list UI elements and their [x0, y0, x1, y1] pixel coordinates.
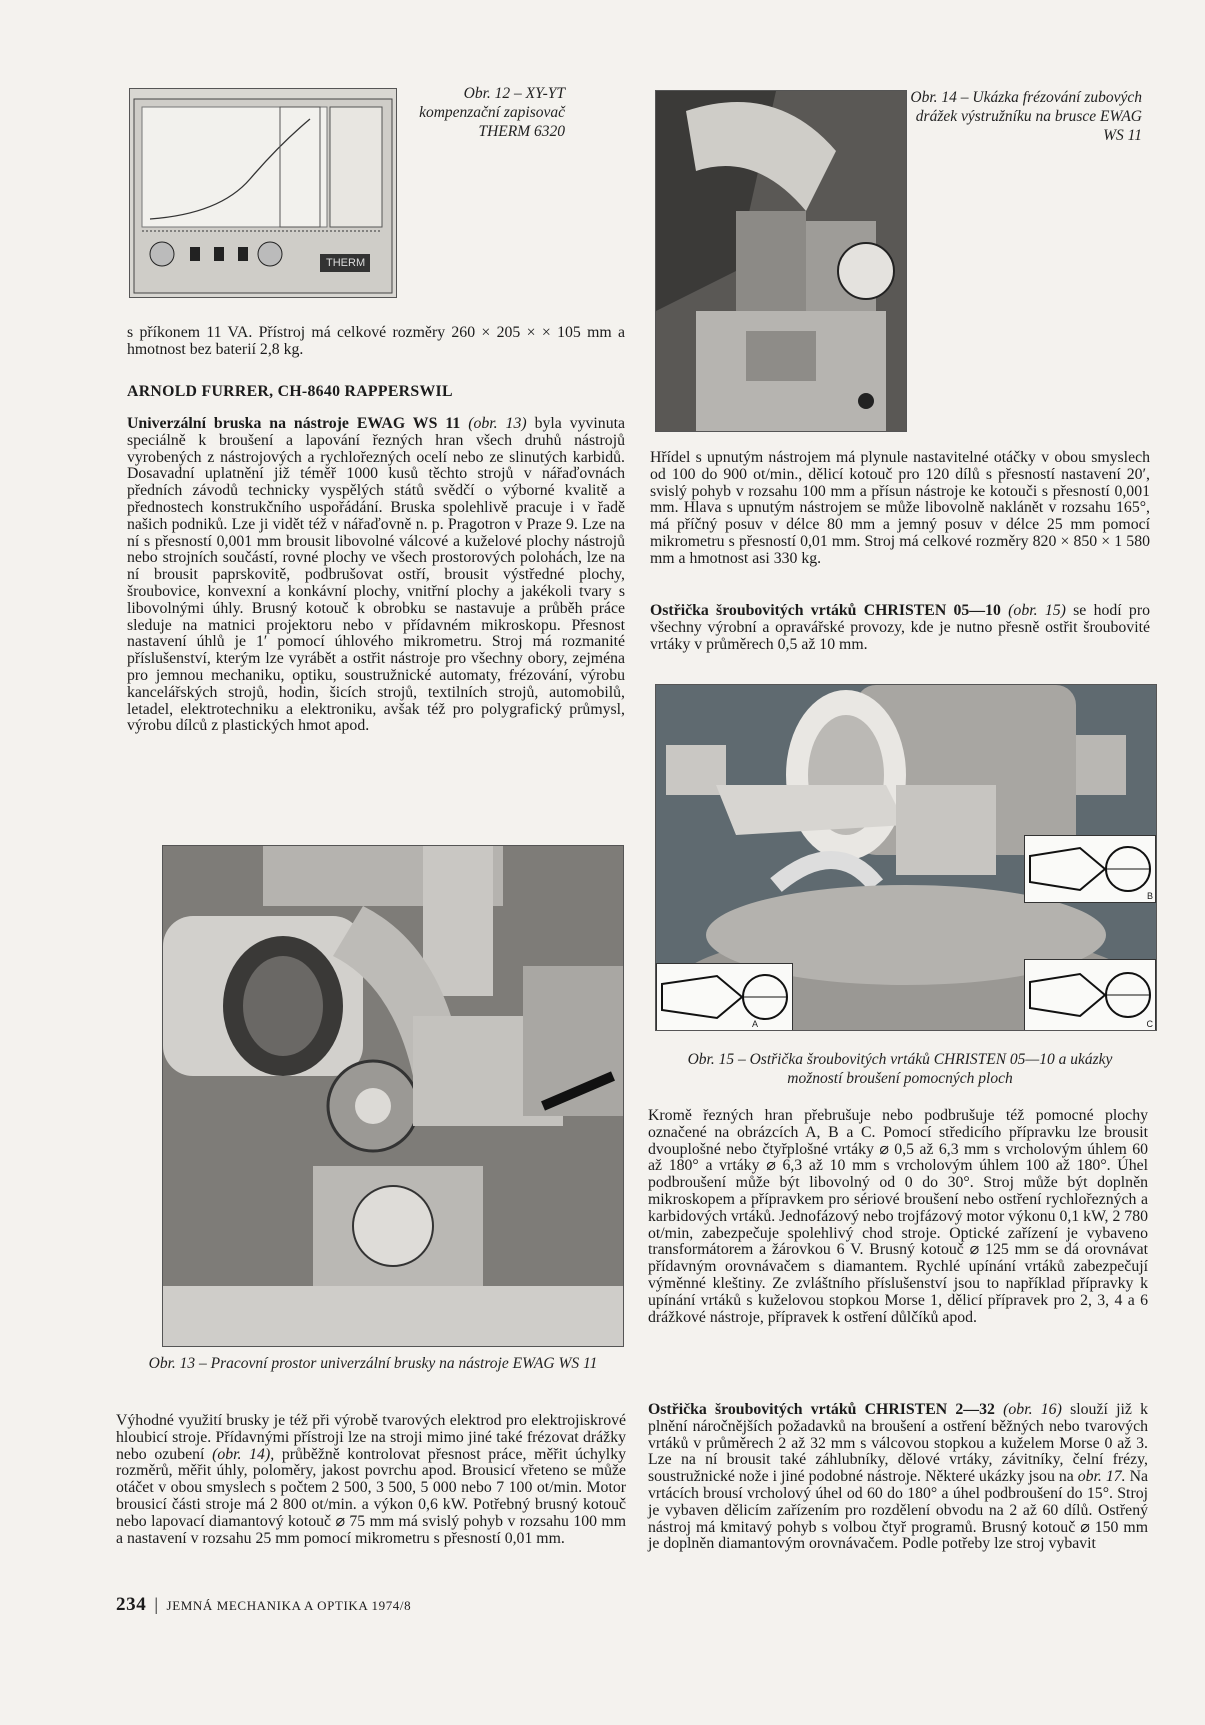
inset-c	[1024, 959, 1156, 1031]
ewag-figure-ref: (obr. 13)	[468, 415, 527, 432]
electrode-body-b: průběžně kontrolovat přesnost práce, měřit úchylky rozměrů, měřit úhly, poloměry, jakost povrchu apod. Brousicí vřeteno se může otáčet v obou smyslech s počtem 2 500, 3 500, 5 000 nebo 7 100 ot/min. Motor brousicí části stroje má 2 800 ot/min. a výkon 0,6 kW. Potřebný brusný kotouč nebo lapovací diamantový kotouč ⌀ 75 mm má svislý pohyb v rozsahu 100 mm a nastavení v rozsahu 25 mm pomocí mikrometru s přesností 0,01 mm.	[116, 1445, 626, 1547]
ewag-paragraph	[127, 416, 625, 735]
journal-title: JEMNÁ MECHANIKA A OPTIKA 1974/8	[166, 1598, 412, 1613]
electrode-figure-ref: (obr. 14),	[212, 1445, 275, 1463]
page-number: 234	[116, 1594, 147, 1615]
figure-15-caption: Obr. 15 – Ostřička šroubovitých vrtáků CHRISTEN 05—10 a ukázky možností broušení pomocných ploch	[687, 1051, 1113, 1087]
inset-a-label: A	[751, 1019, 758, 1029]
christen-05-body: se hodí pro všechny výrobní a opravářské provozy, kde je nutno přesně ostřit šroubovité vrtáky v průměrech 0,5 až 10 mm.	[650, 602, 1150, 653]
section-heading: ARNOLD FURRER, CH-8640 RAPPERSWIL	[127, 383, 453, 400]
page-footer	[116, 1594, 411, 1616]
christen-2-32-figure-ref-2: obr. 17.	[1077, 1468, 1126, 1486]
figure-12-photo	[129, 88, 397, 298]
figure-14-caption: Obr. 14 – Ukázka frézování zubových drážek výstružníku na brusce EWAG WS 11	[910, 89, 1142, 144]
figure-13-caption: Obr. 13 – Pracovní prostor univerzální brusky na nástroje EWAG WS 11	[148, 1355, 598, 1372]
therm-plate-label: THERM	[326, 257, 366, 269]
spindle-paragraph: Hřídel s upnutým nástrojem má plynule nastavitelné otáčky v obou smyslech od 100 do 900 ot/min., dělicí kotouč pro 120 dílů s přesností nastavení 20′, svislý pohyb v rozsahu 100 mm a přísun nástroje ke kotouči s přesností 0,001 mm. Hlava s upnutým nástrojem se může libovolně naklánět v rozsahu 165°, má příčný posuv v délce 80 mm a jemný posuv v délce 25 mm pomocí mikrometru s přesností 0,01 mm. Stroj má celkové rozměry 820 × 850 × 1 580 mm a hmotnost asi 330 kg.	[650, 449, 1150, 567]
intro-paragraph: s příkonem 11 VA. Přístroj má celkové rozměry 260 × 205 × × 105 mm a hmotnost bez baterií 2,8 kg.	[127, 324, 625, 358]
figure-13-photo	[162, 845, 624, 1347]
christen-05-lead: Ostřička šroubovitých vrtáků CHRISTEN 05—10	[650, 602, 1001, 619]
inset-b-label: B	[1146, 891, 1153, 901]
figure-15-photo	[655, 684, 1157, 1031]
christen-2-32-figure-ref: (obr. 16)	[1003, 1401, 1062, 1418]
christen-05-paragraph	[650, 603, 1150, 653]
footer-divider: |	[154, 1594, 159, 1614]
ewag-lead: Univerzální bruska na nástroje EWAG WS 11	[127, 415, 461, 432]
christen-2-32-body-a: slouží již k plnění náročnějších požadavků na broušení a ostření běžných nebo tvarových vrtáků v průměrech 2 až 32 mm s válcovou stopkou a kuželem Morse 0 až 3. Lze na ní brousit také záhlubníky, dělové vrtáky, závitníky, čelní frézy, soustružnické nože i jiné podobné nástroje. Některé ukázky jsou na	[648, 1401, 1148, 1486]
inset-b	[1024, 835, 1156, 903]
christen-2-32-body-b: Na vrtácích brousí vrcholový úhel od 60 do 180° a úhel podbroušení do 15°. Stroj je vybaven dělicím zařízením pro rozdělení obvodu na 2 až 60 dílů. Ostřený nástroj má kmitavý pohyb s volbou čtyř programů. Brusný kotouč ⌀ 150 mm je doplněn diamantovým orovnávačem. Podle potřeby lze stroj vybavit	[648, 1468, 1149, 1553]
figure-14-photo	[655, 90, 907, 432]
ewag-body: byla vyvinuta speciálně k broušení a lapování řezných hran všech druhů nástrojů vyrobených z nástrojových a rychlořezných ocelí nebo ze slinutých karbidů. Dosavadní uplatnění již téměř 1000 kusů těchto strojů v nářaďovnách předních závodů technicky vyspělých států svědčí o výborné kvalitě a přednostech konstrukčního uspořádání. Bruska spolehlivě pracuje i v řadě našich podniků. Lze ji vidět též v nářaďovně n. p. Pragotron v Praze 9. Lze na ní s přesností 0,001 mm brousit libovolné válcové a kuželové plochy nástrojů nebo strojních součástí, rovné plochy ve všech prostorových polohách, lze na ní brousit paprskovitě, podbrušovat ostří, brousit výstředné plochy, šroubovice, konvexní a konkávní plochy, vnitřní plochy a jakékoli tvary s libovolnými úhly. Brusný kotouč k obrobku se nastavuje a průběh práce sleduje na matnici projektoru nebo v přídavném mikroskopu. Přesnost nastavení úhlů je 1′ pomocí úhlového mikrometru. Stroj má rozmanité příslušenství, kterým lze vyrábět a ostřit nástroje pro všechny obory, zejména pro jemnou mechaniku, optiku, soustružnické automaty, frézování, výrobu kancelářských strojů, hodin, šicích strojů, textilních strojů, automobilů, letadel, elektrotechniku a elektroniku, avšak též pro polygrafický průmysl, výrobu dílců z plastických hmot apod.	[127, 415, 626, 735]
christen-05-figure-ref: (obr. 15)	[1008, 602, 1066, 619]
electrode-body-a: Výhodné využití brusky je též při výrobě tvarových elektrod pro elektrojiskrové hloubicí stroje. Přídavnými přístroji lze na stroji mimo jiné také frézovat drážky nebo ozubení	[116, 1412, 626, 1463]
inset-c-label: C	[1146, 1019, 1153, 1029]
christen-2-32-lead: Ostřička šroubovitých vrtáků CHRISTEN 2—32	[648, 1401, 995, 1418]
figure-12-caption: Obr. 12 – XY-YT kompenzační zapisovač THERM 6320	[419, 85, 565, 140]
auxiliary-surfaces-paragraph: Kromě řezných hran přebrušuje nebo podbrušuje též pomocné plochy označené na obrázcích A, B a C. Pomocí středicího přípravku lze brousit dvouplošné nebo čtyřplošné vrtáky ⌀ 0,5 až 6,3 mm s vrcholovým úhlem 60 až 180° a vrtáky ⌀ 6,3 až 10 mm s vrcholovým úhlem 100 až 180°. Úhel podbroušení může být libovolný od 0 do 30°. Stroj může být doplněn mikroskopem a přípravkem pro sériové broušení nebo ostření rychlořezných a karbidových vrtáků. Jednofázový nebo trojfázový motor výkonu 0,1 kW, 2 780 ot/min, zabezpečuje spolehlivý chod stroje. Optické zařízení je vybaveno transformátorem a žárovkou 6 V. Brusný kotouč ⌀ 125 mm se dá orovnávat přídavným orovnávačem s diamantem. Rychlé upínání vrtáků zabezpečují výměnné kleštiny. Ze zvláštního příslušenství jsou to například přípravky k upínání vrtáků s kuželovou stopkou Morse 1, dělicí přípravek pro 2, 3, 4 a 6 drážkové nástroje, přípravek k ostření důlčíků apod.	[648, 1107, 1148, 1326]
electrode-paragraph	[116, 1413, 626, 1547]
inset-a	[656, 963, 793, 1031]
christen-2-32-paragraph	[648, 1402, 1148, 1553]
